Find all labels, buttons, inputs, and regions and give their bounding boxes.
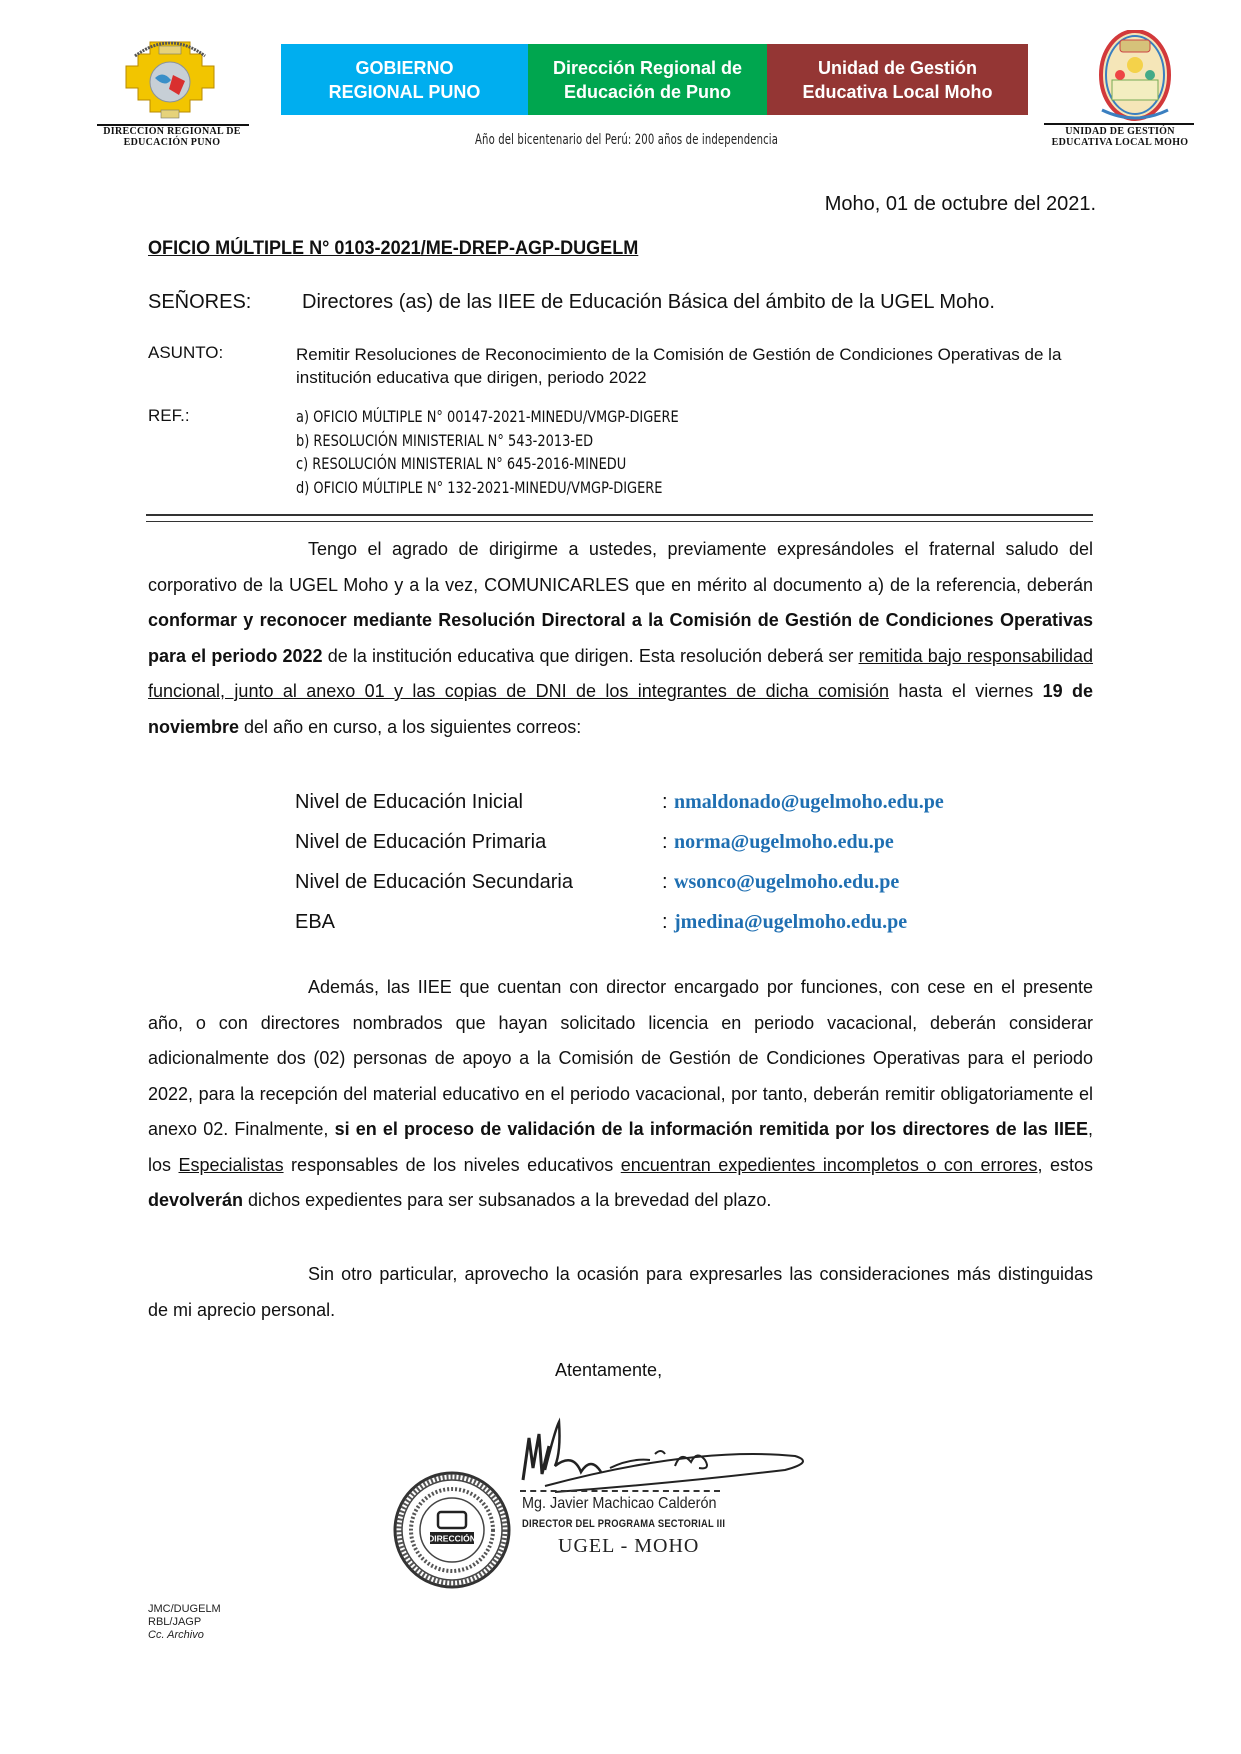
right-logo-rule xyxy=(1044,123,1194,125)
email-separator: : xyxy=(662,790,668,813)
year-motto: Año del bicentenario del Perú: 200 años de independencia xyxy=(475,132,779,148)
text-run: , los xyxy=(148,1119,1093,1175)
closing-salutation: Atentamente, xyxy=(555,1360,663,1380)
reference-list xyxy=(296,405,679,499)
asunto-value: Remitir Resoluciones de Reconocimiento de la Comisión de Gestión de Condiciones Operativas de la institución educativa que dirigen, periodo 2022 xyxy=(296,345,1062,387)
footer-initials xyxy=(148,1603,221,1642)
seal-stamp-icon xyxy=(392,1470,512,1590)
band-line: Educación de Puno xyxy=(563,81,731,102)
signature-dashed-line xyxy=(520,1490,720,1492)
footer-cc: Cc. Archivo xyxy=(148,1629,204,1641)
signature-icon xyxy=(515,1410,815,1500)
email-separator: : xyxy=(662,910,668,933)
bold-text-run: conformar y reconocer mediante Resolución Directoral a la Comisión de Gestión de Condiciones Operativas para el periodo 2022 xyxy=(148,610,1093,666)
section-divider xyxy=(146,514,1093,522)
ugel-moho-emblem-icon xyxy=(1090,30,1200,125)
underlined-text-run: encuentran expedientes incompletos o con errores xyxy=(620,1154,1038,1175)
senores-value: Directores (as) de las IIEE de Educación Básica del ámbito de la UGEL Moho. xyxy=(302,291,995,313)
signer-name: Mg. Javier Machicao Calderón xyxy=(522,1495,717,1512)
handwritten-signature xyxy=(515,1410,815,1500)
band-line: Unidad de Gestión xyxy=(817,57,977,78)
band-line: Educativa Local Moho xyxy=(802,81,993,102)
text-run: Sin otro particular, aprovecho la ocasión para expresarles las consideraciones más distinguidas de mi aprecio personal. xyxy=(148,1264,1093,1320)
email-link[interactable]: wsonco@ugelmoho.edu.pe xyxy=(674,870,900,893)
email-link[interactable]: norma@ugelmoho.edu.pe xyxy=(674,830,894,853)
email-level: Nivel de Educación Primaria xyxy=(295,830,547,853)
footer-line: JMC/DUGELM xyxy=(148,1603,221,1615)
text-run: del año en curso, a los siguientes correos: xyxy=(239,716,582,737)
email-row xyxy=(295,782,1055,822)
email-row xyxy=(295,862,1055,902)
right-logo-caption-line2: EDUCATIVA LOCAL MOHO xyxy=(1051,137,1189,148)
left-logo-caption-line2: EDUCACIÓN PUNO xyxy=(123,137,221,148)
email-separator: : xyxy=(662,870,668,893)
ref-label: REF.: xyxy=(148,406,190,425)
email-level: Nivel de Educación Inicial xyxy=(295,790,523,813)
bold-text-run: 19 de noviembre xyxy=(148,681,1094,737)
email-level: EBA xyxy=(295,910,336,933)
text-run: Tengo el agrado de dirigirme a ustedes, previamente expresándoles el fraternal saludo del corporativo de la UGEL Moho y a la vez, COMUNICARLES que en mérito al documento a) de la referencia, deberán xyxy=(148,539,1093,595)
band-gobierno-regional xyxy=(281,44,528,115)
right-logo-caption xyxy=(1040,126,1200,148)
reference-item: c) RESOLUCIÓN MINISTERIAL N° 645-2016-MINEDU xyxy=(296,454,627,473)
asunto-label: ASUNTO: xyxy=(148,343,224,362)
paragraph-intro xyxy=(148,532,1093,745)
right-logo-caption-line1: UNIDAD DE GESTIÓN xyxy=(1065,126,1175,137)
email-row xyxy=(295,902,1055,942)
bold-text-run: devolverán xyxy=(148,1190,244,1210)
signer-office: UGEL - MOHO xyxy=(558,1535,700,1557)
band-line: REGIONAL PUNO xyxy=(328,81,481,102)
band-ugel-moho xyxy=(767,44,1028,115)
band-line: GOBIERNO xyxy=(355,57,454,78)
left-logo-caption xyxy=(92,126,252,148)
drep-puno-emblem-icon xyxy=(95,30,245,125)
text-run: de la institución educativa que dirigen. Esta resolución deberá ser xyxy=(322,645,859,666)
band-direccion-regional xyxy=(528,44,767,115)
email-link[interactable]: jmedina@ugelmoho.edu.pe xyxy=(674,910,908,933)
reference-item: b) RESOLUCIÓN MINISTERIAL N° 543-2013-ED xyxy=(296,430,594,450)
reference-item: d) OFICIO MÚLTIPLE N° 132-2021-MINEDU/VMGP-DIGERE xyxy=(296,477,663,497)
footer-line: RBL/JAGP xyxy=(148,1616,202,1628)
text-run: dichos expedientes para ser subsanados a la brevedad del plazo. xyxy=(243,1190,772,1210)
text-run: hasta el viernes xyxy=(889,681,1043,701)
paragraph-additional xyxy=(148,970,1093,1219)
document-title: OFICIO MÚLTIPLE N° 0103-2021/ME-DREP-AGP-DUGELM xyxy=(148,238,639,259)
official-seal xyxy=(392,1470,512,1590)
text-run: , estos xyxy=(1037,1154,1093,1175)
underlined-text-run: Especialistas xyxy=(178,1154,284,1175)
signer-role: DIRECTOR DEL PROGRAMA SECTORIAL III xyxy=(522,1518,726,1530)
document-date: Moho, 01 de octubre del 2021. xyxy=(824,193,1096,215)
bold-text-run: si en el proceso de validación de la información remitida por los directores de las IIEE xyxy=(334,1119,1088,1139)
email-level: Nivel de Educación Secundaria xyxy=(295,870,573,893)
left-logo-caption-line1: DIRECCIÓN REGIONAL DE xyxy=(103,126,241,137)
text-run: responsables de los niveles educativos xyxy=(283,1154,621,1175)
reference-item: a) OFICIO MÚLTIPLE N° 00147-2021-MINEDU/VMGP-DIGERE xyxy=(296,407,679,426)
seal-center-text: DIRECCIÓN xyxy=(428,1533,476,1544)
email-row xyxy=(295,822,1055,862)
paragraph-closing xyxy=(148,1257,1093,1328)
email-list xyxy=(295,782,1055,942)
band-line: Dirección Regional de xyxy=(552,57,743,78)
email-separator: : xyxy=(662,830,668,853)
email-link[interactable]: nmaldonado@ugelmoho.edu.pe xyxy=(674,790,944,813)
senores-label: SEÑORES: xyxy=(148,291,252,313)
text-run: Además, las IIEE que cuentan con director encargado por funciones, con cese en el presente año, o con directores nombrados que hayan solicitado licencia en periodo vacacional, deberán considerar adicionalmente dos (02) personas de apoyo a la Comisión de Gestión de Condiciones Operativas para el periodo 2022, para la recepción del material educativo en el periodo vacacional, por tanto, deberán remitir obligatoriamente el anexo 02. Finalmente, xyxy=(148,977,1093,1139)
underlined-text-run: remitida bajo responsabilidad funcional, junto al anexo 01 y las copias de DNI de los integrantes de dicha comisión xyxy=(148,645,1094,701)
